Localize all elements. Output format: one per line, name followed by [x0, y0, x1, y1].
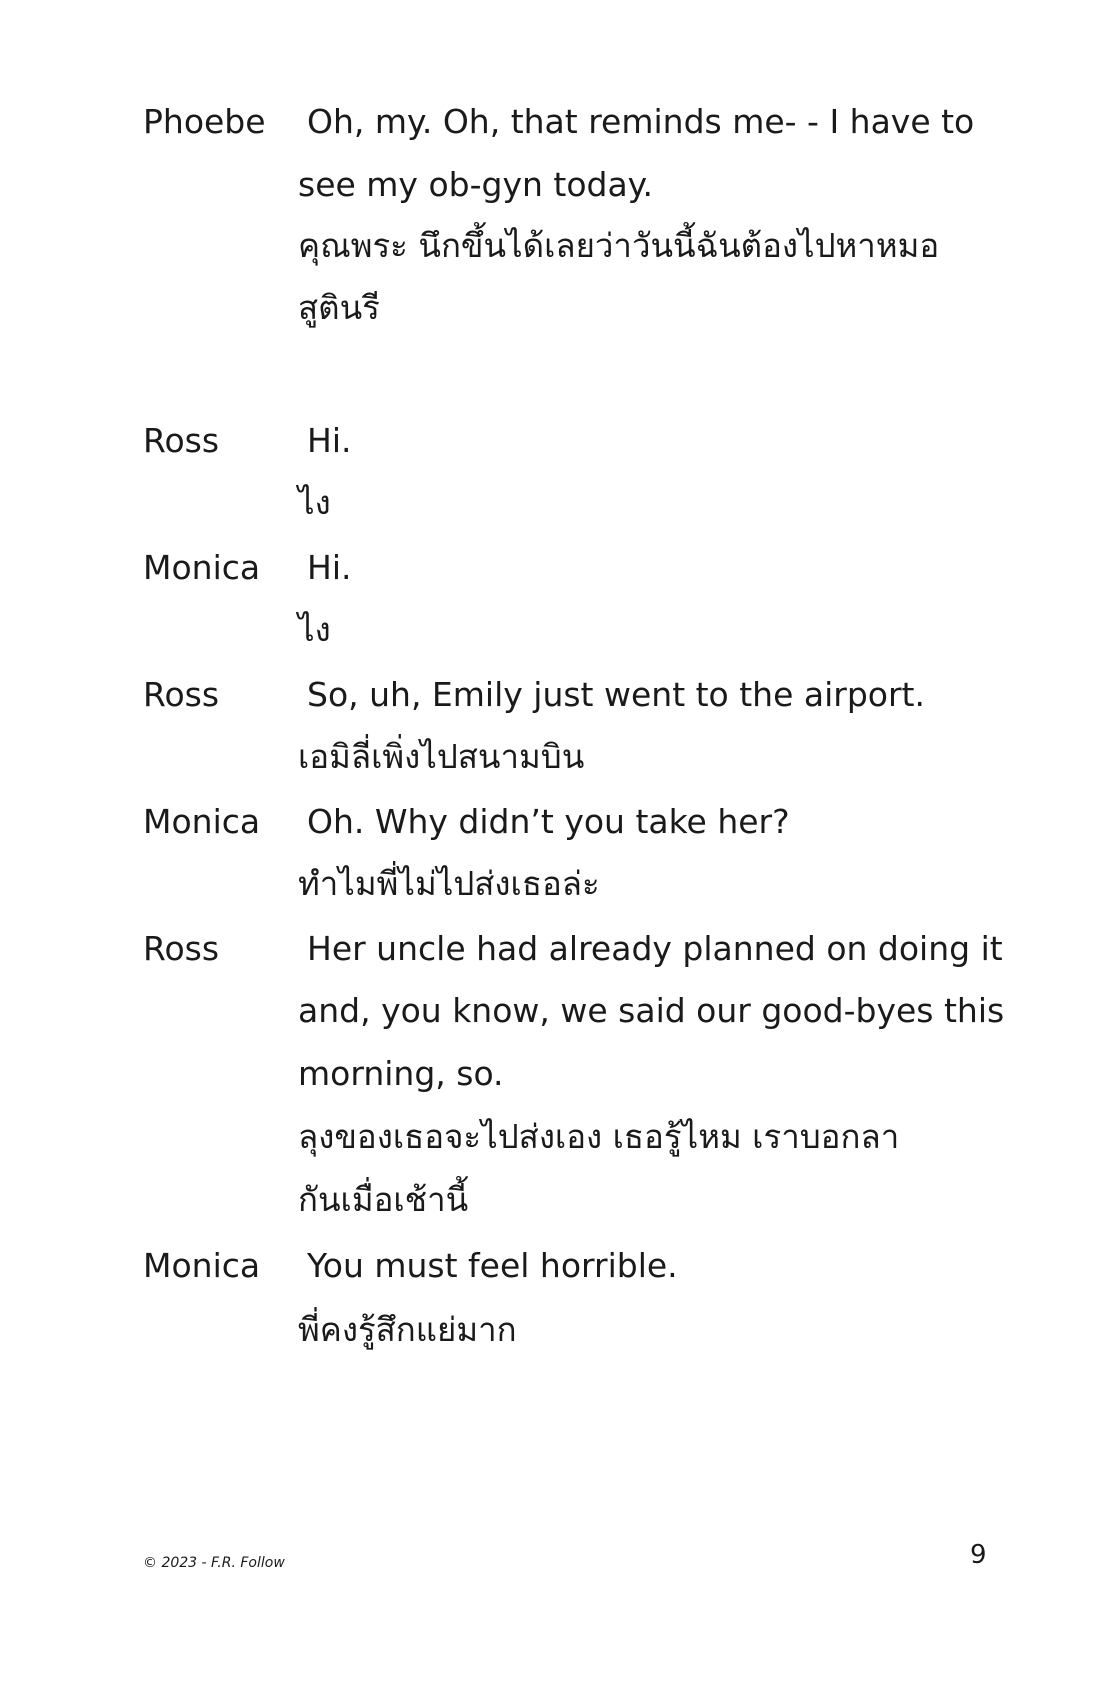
thai-line: ลุงของเธอจะไปส่งเอง เธอรู้ไหม เราบอกลา	[298, 1117, 900, 1156]
speaker-name: Monica	[143, 802, 261, 841]
page-number: 9	[970, 1540, 987, 1570]
thai-line: เอมิลี่เพิ่งไปสนามบิน	[298, 737, 585, 776]
english-line: see my ob-gyn today.	[298, 165, 653, 204]
english-line: morning, so.	[298, 1054, 504, 1093]
english-line: Hi.	[307, 421, 352, 460]
speaker-name: Monica	[143, 1246, 261, 1285]
thai-line: สูตินรี	[298, 288, 380, 327]
speaker-name: Ross	[143, 421, 220, 460]
thai-line: ไง	[298, 483, 331, 522]
thai-line: กันเมื่อเช้านี้	[298, 1180, 469, 1219]
thai-line: ไง	[298, 610, 331, 649]
speaker-name: Ross	[143, 675, 220, 714]
thai-line: ทำไมพี่ไม่ไปส่งเธอล่ะ	[298, 864, 600, 903]
english-line: You must feel horrible.	[307, 1246, 678, 1285]
english-line: Oh. Why didn’t you take her?	[307, 802, 790, 841]
english-line: Oh, my. Oh, that reminds me- - I have to	[307, 102, 975, 141]
english-line: So, uh, Emily just went to the airport.	[307, 675, 925, 714]
speaker-name: Phoebe	[143, 102, 266, 141]
speaker-name: Monica	[143, 548, 261, 587]
english-line: Hi.	[307, 548, 352, 587]
thai-line: คุณพระ นึกขึ้นได้เลยว่าวันนี้ฉันต้องไปหาหมอ	[298, 226, 940, 265]
speaker-name: Ross	[143, 929, 220, 968]
english-line: Her uncle had already planned on doing it	[307, 929, 1003, 968]
copyright-notice: © 2023 - F.R. Follow	[143, 1555, 285, 1571]
english-line: and, you know, we said our good-byes this	[298, 991, 1005, 1030]
thai-line: พี่คงรู้สึกแย่มาก	[298, 1310, 517, 1349]
